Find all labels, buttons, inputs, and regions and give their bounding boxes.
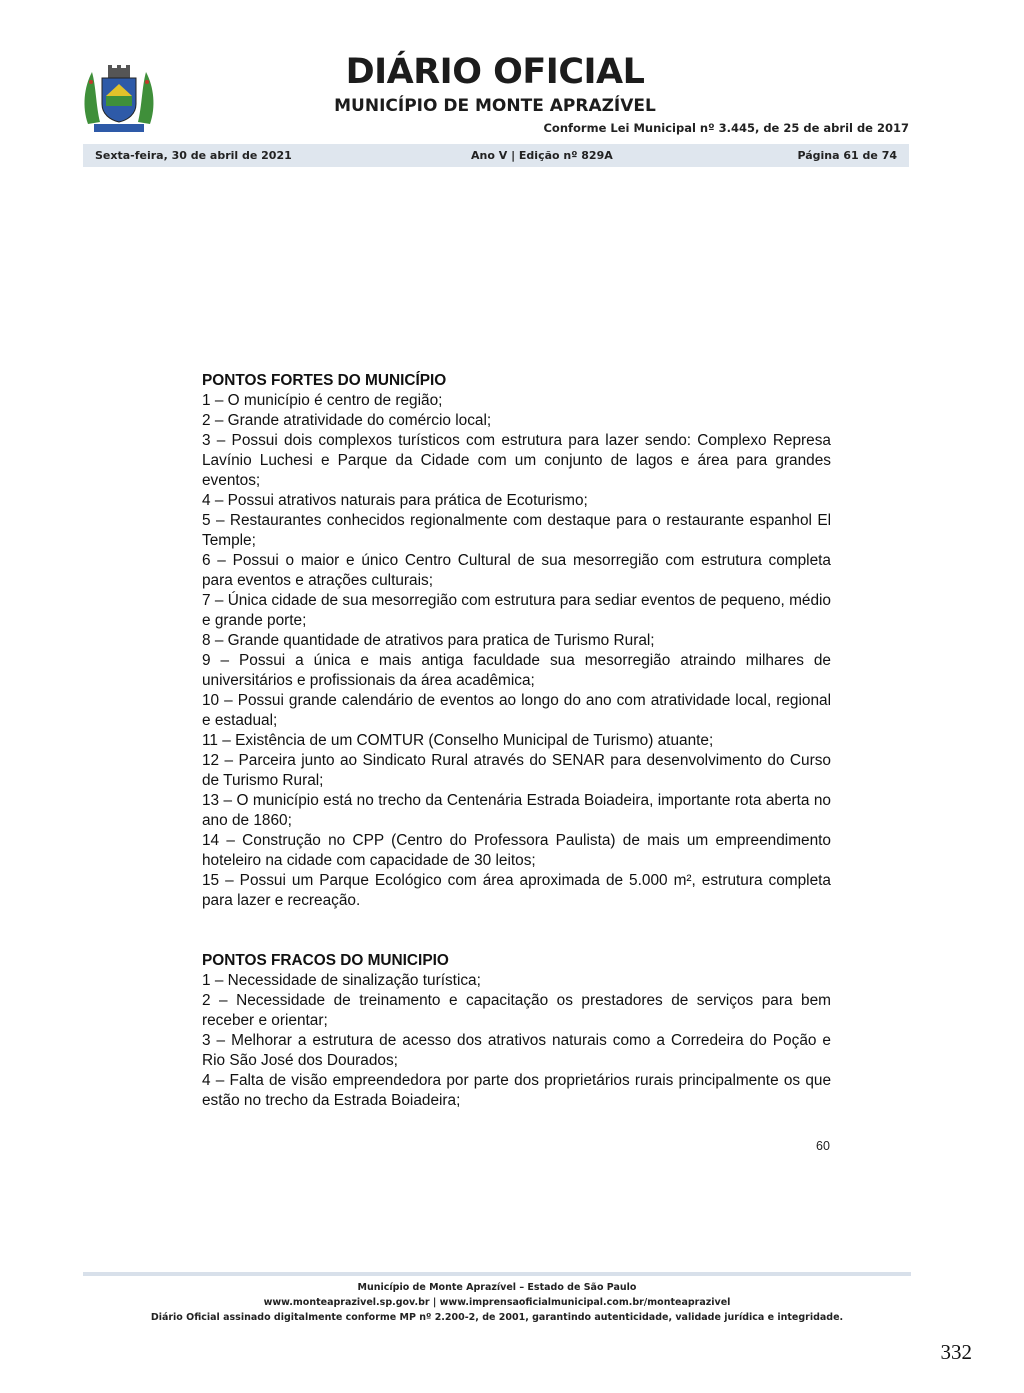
list-item: 7 – Única cidade de sua mesorregião com estrutura para sediar eventos de pequeno, médio e grande porte; bbox=[202, 592, 831, 629]
list-item: 11 – Existência de um COMTUR (Conselho Municipal de Turismo) atuante; bbox=[202, 732, 714, 749]
document-page-number: 60 bbox=[816, 1139, 830, 1153]
weaknesses-title: PONTOS FRACOS DO MUNICIPIO bbox=[202, 952, 449, 969]
footer-divider bbox=[83, 1272, 911, 1276]
page-stamp-number: 332 bbox=[940, 1340, 972, 1364]
list-item: 4 – Falta de visão empreendedora por parte dos proprietários rurais principalmente os que estão no trecho da Estrada Boiadeira; bbox=[202, 1072, 831, 1109]
footer-signature-note: Diário Oficial assinado digitalmente conforme MP nº 2.200-2, de 2001, garantindo autenticidade, validade jurídica e integridade. bbox=[150, 1312, 844, 1323]
list-item: 13 – O município está no trecho da Centenária Estrada Boiadeira, importante rota aberta no ano de 1860; bbox=[202, 792, 831, 829]
list-item: 12 – Parceira junto ao Sindicato Rural através do SENAR para desenvolvimento do Curso de Turismo Rural; bbox=[202, 752, 831, 789]
newspaper-title: DIÁRIO OFICIAL bbox=[345, 52, 645, 92]
footer-websites: www.monteaprazivel.sp.gov.br | www.imprensaoficialmunicipal.com.br/monteaprazivel bbox=[263, 1297, 731, 1308]
list-item: 2 – Necessidade de treinamento e capacitação os prestadores de serviços para bem receber e orientar; bbox=[202, 992, 831, 1029]
list-item: 3 – Melhorar a estrutura de acesso dos atrativos naturais como a Corredeira do Poção e Rio São José dos Dourados; bbox=[202, 1032, 831, 1069]
list-item: 5 – Restaurantes conhecidos regionalmente com destaque para o restaurante espanhol El Temple; bbox=[202, 512, 831, 549]
footer-municipality: Município de Monte Aprazível – Estado de São Paulo bbox=[357, 1282, 637, 1293]
document-body bbox=[202, 371, 831, 1111]
issue-info-bar bbox=[83, 144, 909, 167]
list-item: 1 – O município é centro de região; bbox=[202, 392, 443, 409]
issue-page-number: Página 61 de 74 bbox=[797, 149, 897, 162]
issue-edition: Ano V | Edição nº 829A bbox=[471, 149, 613, 162]
issue-date: Sexta-feira, 30 de abril de 2021 bbox=[95, 149, 292, 162]
list-item: 6 – Possui o maior e único Centro Cultural de sua mesorregião com estrutura completa para eventos e atrações culturais; bbox=[202, 552, 831, 589]
list-item: 15 – Possui um Parque Ecológico com área aproximada de 5.000 m², estrutura completa para lazer e recreação. bbox=[202, 872, 831, 909]
list-item: 8 – Grande quantidade de atrativos para pratica de Turismo Rural; bbox=[202, 632, 655, 649]
municipality-subtitle: MUNICÍPIO DE MONTE APRAZÍVEL bbox=[334, 96, 656, 116]
section-spacer bbox=[202, 911, 831, 951]
strengths-list bbox=[202, 391, 831, 911]
list-item: 9 – Possui a única e mais antiga faculdade sua mesorregião atraindo milhares de universitários e profissionais da área acadêmica; bbox=[202, 652, 831, 689]
list-item: 14 – Construção no CPP (Centro do Professora Paulista) de mais um empreendimento hoteleiro na cidade com capacidade de 30 leitos; bbox=[202, 832, 831, 869]
list-item: 3 – Possui dois complexos turísticos com estrutura para lazer sendo: Complexo Represa Lavínio Luchesi e Parque da Cidade com um conjunto de lagos e área para grandes eventos; bbox=[202, 432, 831, 489]
list-item: 10 – Possui grande calendário de eventos ao longo do ano com atratividade local, regional e estadual; bbox=[202, 692, 831, 729]
strengths-title: PONTOS FORTES DO MUNICÍPIO bbox=[202, 372, 447, 389]
law-reference: Conforme Lei Municipal nº 3.445, de 25 de abril de 2017 bbox=[543, 121, 909, 135]
list-item: 2 – Grande atratividade do comércio local; bbox=[202, 412, 492, 429]
list-item: 4 – Possui atrativos naturais para prática de Ecoturismo; bbox=[202, 492, 588, 509]
weaknesses-list bbox=[202, 971, 831, 1111]
list-item: 1 – Necessidade de sinalização turística; bbox=[202, 972, 481, 989]
